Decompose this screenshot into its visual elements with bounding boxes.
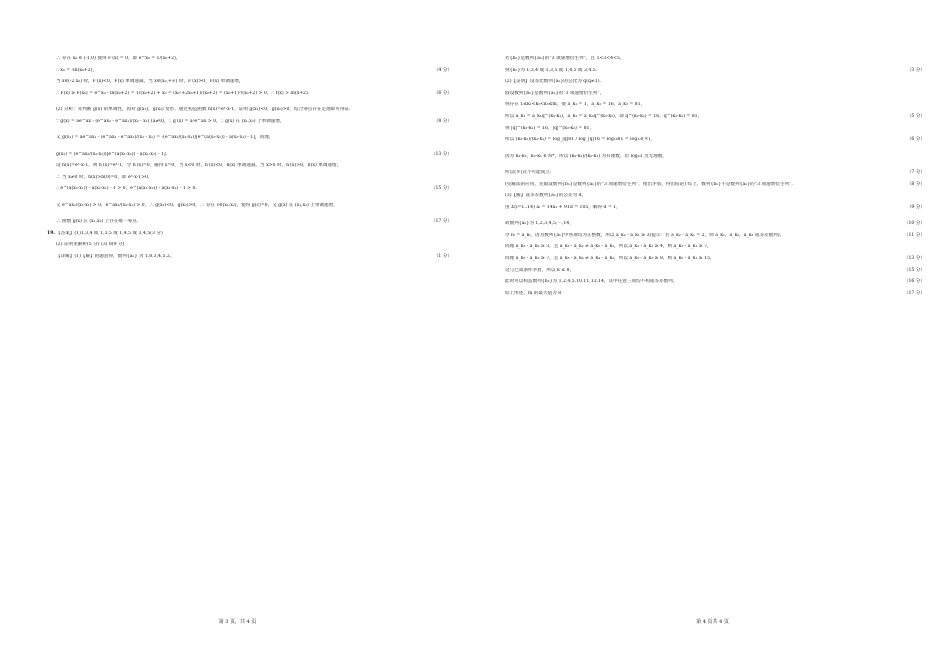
solution-line [47,230,452,238]
solution-line [505,114,925,121]
right-column [505,56,925,302]
line-score: （8 分） [433,118,452,124]
left-column [47,56,452,266]
solution-line [505,102,925,109]
line-score: （7 分） [906,169,925,175]
line-text: 所以 (k₃-k₂)/(k₂-k₁) = log_|q|81 / log_|q|16 = log₁₆81 = log₂3(＊)， [505,137,655,143]
line-score: （11 分） [903,232,925,238]
line-text: 则 |q|^(k₂-k₁) = 16，|q|^(k₃-k₂) = 81， [505,125,595,131]
line-text: 令 bᵢ = a_kᵢ，因为数列{aₙ}中各项均为正整数，所以 a_k₂ - a_k₁ ≥ 3(提示：若 a_k₂ - a_k₁ = 2，则 a_k₁，a_k₂，a_k₃ 成等差数列)， [505,232,785,238]
solution-line [56,219,452,226]
line-score: （10 分） [903,221,925,227]
line-text: g(x₂) = (e^ax₂/(x₂-x₁))[e^(a(x₁-x₂)) - a(x₁-x₂) - 1]. [56,151,168,157]
line-score: （1 分） [433,253,452,259]
solution-line [505,291,925,298]
solution-line [56,254,452,261]
solution-line [56,135,452,142]
line-score: （6 分） [433,90,452,96]
line-text: 当 x∈(-2,x₀) 时，F′(x)<0，F(x) 单调递减，当 x∈(x₀,+∞) 时，F′(x)>0，F(x) 单调递增， [56,79,244,85]
line-text: 所以 a_k₂ = a_k₁q^(k₂-k₁)，a_k₃ = a_k₂q^(k₃-k₂)，即 q^(k₂-k₁) = 16，q^(k₃-k₂) = 81， [505,113,703,119]
question-19-number: 19. [47,230,55,236]
line-text: ∴ e^(a(x₂-x₁)) - a(x₂-x₁) - 1 > 0，e^(a(x₁-x₂)) - a(x₁-x₂) - 1 > 0. [56,186,197,192]
line-text: 同理 a_k₅ - a_k₃ ≥ 7，且 a_k₅ - a_k₄ ≠ a_k₄ - a_k₃，所以 a_k₅ - a_k₃ ≥ 8，则 a_k₅ - a_k₁ ≥ 15， [505,255,715,261]
solution-line [56,79,452,86]
line-score: （9 分） [906,204,925,210]
line-text: 则存在 1≤k₁<k₂<k₃≤m，使 a_k₁ = 1，a_k₂ = 16，a_k₃ = 81， [505,102,646,108]
solution-line [505,91,925,98]
right-page [475,0,950,672]
solution-line [56,152,452,159]
line-text: 此时可以构造数列{bₙ}为 1,2,4,5,10,11,13,14，其中任意三项均不构成等差数列， [505,279,678,285]
line-score: （3 分） [906,67,925,73]
line-text: ∴ 存在 x₀ ∈ (-1,0) 使得 F′(x) = 0，即 e^x₀ = 1/(x₀+2)， [56,56,181,61]
solution-line [56,91,452,98]
line-text: ∴ F(x) ≥ F(x₀) = e^x₀ - ln(x₀+2) = 1/(x₀+2) + x₀ = (x₀²+2x₀+1)/(x₀+2) = (x₀+1)²/(x₀+2) > 0，∴ f(x) > ln(x+2). [56,90,310,96]
line-score: （15 分） [903,267,925,273]
solution-line [505,126,925,133]
line-text: ∵ g(x) = ae^ax - (e^ax₂ - e^ax₁)/(x₂ - x₁) (a≠0)，∴ g′(x) = a²e^ax > 0，∴ g(x) 在 (x₁,x₂) 上单调递增， [56,118,285,124]
solution-line [56,203,452,210]
line-text: (2) 证明见解析(5 分) (3) 8(9 分) [56,242,125,248]
solution-line [505,182,925,189]
line-text: 则{bₙ}为 1,3,4 或 1,3,5 或 1,4,5 或 3,4,5. [505,67,598,73]
solution-line [505,68,925,75]
line-score: （17 分） [903,290,925,296]
line-text: 因为 k₃-k₂，k₂-k₁ ∈ N*，所以 (k₃-k₂)/(k₂-k₁) 为有理数，但 log₂3 为无理数， [505,153,667,159]
line-score: （15 分） [430,186,452,192]
line-text: ∴ 函数 g(x) 在 (x₁,x₂) 上存在唯一零点. [56,219,139,225]
line-score: （5 分） [906,113,925,119]
line-text: (2) 分析：先判断 g(x) 的单调性，再对 g(x₁)，g(x₂) 变形，通过构造函数 h(x)=eˣ-x-1，证明 g(x₁)<0，g(x₂)>0，结合零点存在定理即可得证. [56,107,351,113]
solution-line [56,242,452,249]
line-text: 所以(＊)式不可能成立. [505,169,552,175]
line-score: （4 分） [433,67,452,73]
solution-line [505,268,925,275]
line-score: （17 分） [430,219,452,225]
line-score: （6 分） [906,137,925,143]
line-text: 又 e^ax₁/(x₂-x₁) > 0，e^ax₂/(x₂-x₁) > 0，∴ g(x₁)<0，g(x₂)>0，∴ 存在 c∈(x₁,x₂)，使得 g(c)=0，又 g(x) 在 (x₁,x₂) 上单调递增， [56,202,338,208]
line-text: 【答案】(1)1,3,4 或 1,3,5 或 1,4,5 或 3,4,5(3 分) [56,230,163,236]
line-score: （16 分） [903,279,925,285]
solution-line [56,175,452,182]
solution-line [505,170,925,177]
line-text: 设 h(x)=eˣ-x-1，则 h′(x)=eˣ-1，令 h′(x)=0，解得 x=0，当 x<0 时，h′(x)<0，h(x) 单调递减，当 x>0 时，h′(x)>0，h(x) 单调递增， [56,163,342,169]
line-text: ∴ 当 x≠0 时，h(x)>h(0)=0，即 eˣ-x-1>0， [56,174,153,180]
solution-line [505,193,925,200]
line-score: （13 分） [903,255,925,261]
solution-line [505,244,925,251]
solution-line [56,119,452,126]
line-text: 假设数列{bₙ}是数列{aₙ}的“3 项递增衍生列”， [505,90,605,96]
right-page-footer: 第 4 页共 4 页 [696,619,729,625]
line-text: 由 Σ(i=1..14) aᵢ = 14a₁ + 91d = 105，解得 d = 1， [505,204,621,210]
solution-line [56,68,452,75]
line-text: 若{bₙ}是数列{aₙ}的“3 项递增衍生列”，且 1<3<4<5， [505,56,625,61]
solution-line [505,205,925,212]
line-score: （13 分） [430,151,452,157]
solution-line [505,56,925,63]
solution-line [505,221,925,228]
solution-line [56,56,452,63]
solution-line [505,279,925,286]
solution-line [505,256,925,263]
solution-line [56,107,452,114]
line-text: (3)【解】设等差数列{aₙ}的公差为 d， [505,193,587,199]
line-text: (2)【证明】设等比数列{aₙ}的公比为 q(q≠1). [505,79,601,85]
line-score: （8 分） [906,181,925,187]
solution-line [505,233,925,240]
line-text: 综上所述，m 的最大值为 8 [505,290,562,296]
line-text: 同理 a_k₃ - a_k₂ ≥ 3，且 a_k₃ - a_k₂ ≠ a_k₂ - a_k₁，所以 a_k₃ - a_k₁ ≥ 4，则 a_k₃ - a_k₁ ≥ 7， [505,244,712,250]
line-text: ∴ x₀ = -ln(x₀+2)， [56,67,97,73]
solution-line [505,154,925,161]
line-text: (见解法的应用，先假设数列{bₙ}是数列{aₙ}的“3 项递增衍生列”，推出矛盾，得出结论) 综上，数列{bₙ}不是数列{aₙ}的“3 项递增衍生列”. [505,181,793,187]
solution-line [505,79,925,86]
line-text: 故数列{aₙ}为 1,2,3,4,5,⋯,14， [505,221,574,227]
solution-line [56,186,452,193]
line-text: 又 g(x₁) = ae^ax₁ - (e^ax₂ - e^ax₁)/(x₂ - x₁) = -(e^ax₁/(x₂-x₁))[e^(a(x₂-x₁)) - a(x₂-x₁) - 1]，同理， [56,135,274,141]
line-text: 这与已知条件矛盾，所以 k ≤ 8， [505,267,575,273]
solution-line [56,163,452,170]
left-page-footer: 第 3 页，共 4 页 [218,619,257,625]
line-text: 【详解】(1)【解】由题意得，数列{aₙ} 为 1,8,3,4,5,2， [56,253,175,259]
solution-line [505,137,925,144]
